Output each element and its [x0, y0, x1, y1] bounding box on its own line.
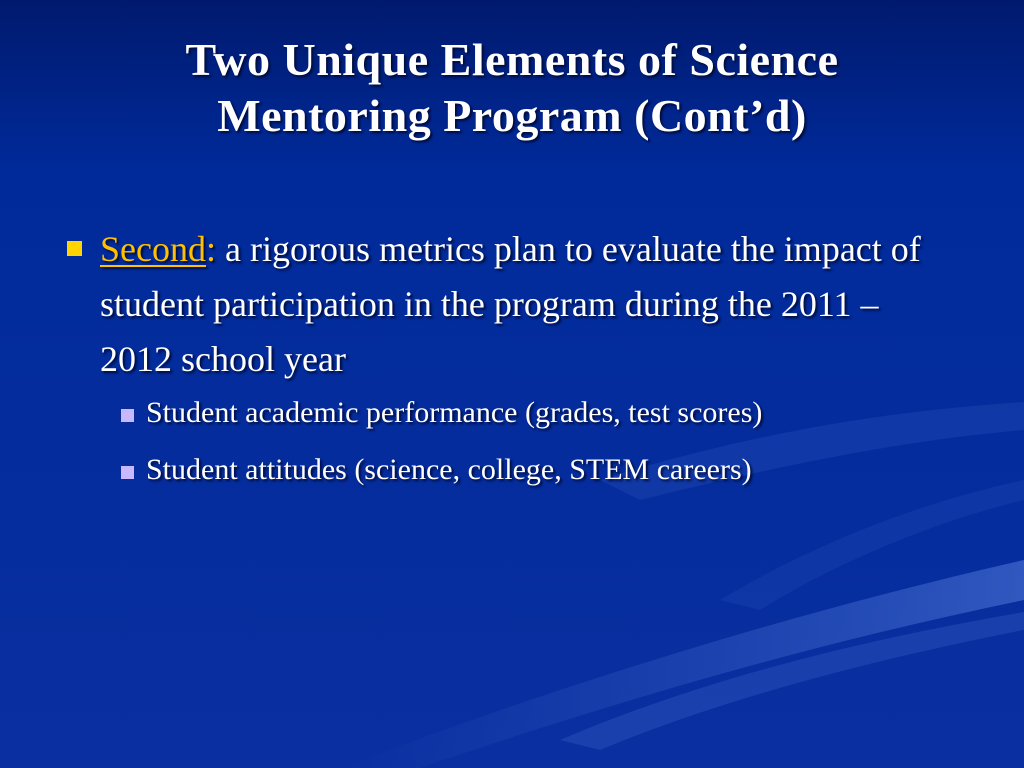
- sub-bullet-list: [62, 395, 952, 488]
- sub-bullet-text: Student academic performance (grades, test scores): [146, 396, 763, 429]
- highlight-colon: :: [205, 229, 216, 269]
- slide-body: [62, 222, 952, 509]
- highlight-term: Second: [100, 229, 206, 269]
- sub-bullet-item: [118, 395, 952, 431]
- slide-title-line-2: Mentoring Program (Cont’d): [217, 90, 807, 141]
- main-bullet: [62, 222, 952, 387]
- slide-title-line-1: Two Unique Elements of Science: [185, 34, 839, 85]
- lavender-square-bullet-icon: [121, 409, 134, 422]
- yellow-square-bullet-icon: [67, 241, 82, 256]
- sub-bullet-item: [118, 452, 952, 488]
- main-bullet-text: a rigorous metrics plan to evaluate the impact of student participation in the program during the 2011 – 2012 school year: [100, 229, 921, 379]
- lavender-square-bullet-icon: [121, 466, 134, 479]
- sub-bullet-text: Student attitudes (science, college, STEM careers): [146, 453, 752, 486]
- slide-title: [40, 32, 984, 144]
